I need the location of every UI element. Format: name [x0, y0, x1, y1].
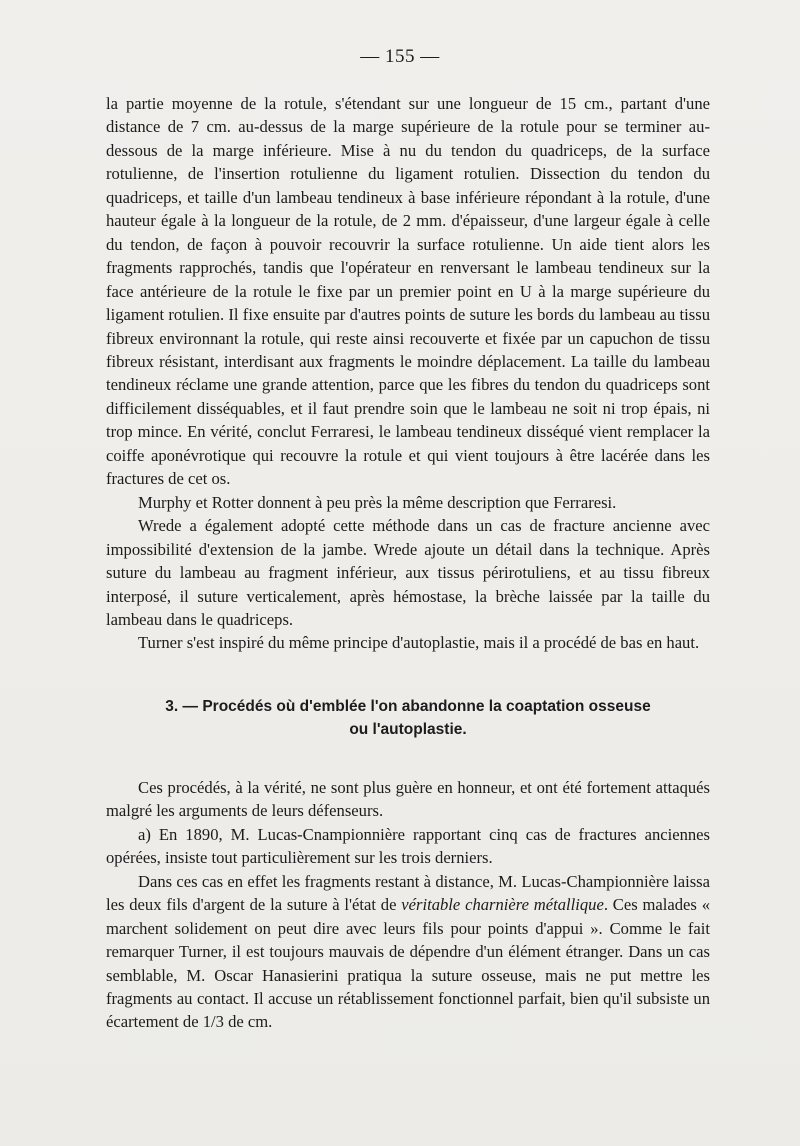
- section-heading-line-2: ou l'autoplastie.: [349, 721, 467, 739]
- paragraph-lucas-cases: [106, 870, 710, 1034]
- paragraph-lucas-cases-end: . Ces malades « marchent solidement on peut dire avec leurs fils pour points d'appui ». Comme le fait remarquer Turner, il est toujours mauvais de dépendre d'un élément étranger. Dans un cas semblable, M. Oscar Hanasierini pratiqua la suture osseuse, mais ne put mettre les fragments au contact. Il accuse un rétablissement fonctionnel parfait, bien qu'il subsiste un écartement de 1/3 de cm.: [106, 895, 710, 1032]
- page-number: — 155 —: [360, 46, 440, 67]
- paragraph-wrede: Wrede a également adopté cette méthode dans un cas de fracture ancienne avec impossibilité d'extension de la jambe. Wrede ajoute un détail dans la technique. Après suture du lambeau au fragment inférieur, aux tissus périrotuliens, et au tissu fibreux interposé, il suture verticalement, après hémostase, la brèche laissée par la taille du lambeau dans le quadriceps.: [106, 516, 710, 629]
- section-heading: [106, 695, 710, 742]
- body-text: [106, 92, 710, 1034]
- paragraph-murphy-rotter: Murphy et Rotter donnent à peu près la même description que Ferraresi.: [138, 492, 617, 512]
- paragraph-turner: Turner s'est inspiré du même principe d'autoplastie, mais il a procédé de bas en haut.: [138, 633, 700, 653]
- paragraph-procedes: Ces procédés, à la vérité, ne sont plus guère en honneur, et ont été fortement attaqués malgré les arguments de leurs défenseurs.: [106, 777, 710, 821]
- italic-phrase: véritable charnière métallique: [401, 895, 604, 915]
- section-heading-line-1: 3. — Procédés où d'emblée l'on abandonne la coaptation osseuse: [165, 697, 651, 715]
- paragraph-lucas-1890: a) En 1890, M. Lucas-Cnampionnière rapportant cinq cas de fractures anciennes opérées, insiste tout particulièrement sur les trois derniers.: [106, 824, 710, 868]
- paragraph-continuation: la partie moyenne de la rotule, s'étendant sur une longueur de 15 cm., partant d'une distance de 7 cm. au-dessus de la marge supérieure de la rotule pour se terminer au-dessous de la marge inférieure. Mise à nu du tendon du quadriceps, de la surface rotulienne, de l'insertion rotulienne du ligament rotulien. Dissection du tendon du quadriceps, et taille d'un lambeau tendineux à base inférieure répondant à la rotule, d'une hauteur égale à la longueur de la rotule, de 2 mm. d'épaisseur, d'une largeur égale à celle du tendon, de façon à pouvoir recouvrir la surface rotulienne. Un aide tient alors les fragments rapprochés, tandis que l'opérateur en renversant le lambeau tendineux sur la face antérieure de la rotule le fixe par un premier point en U à la marge supérieure du ligament rotulien. Il fixe ensuite par d'autres points de suture les bords du lambeau au tissu fibreux environnant la rotule, qui reste ainsi recouverte et fixée par un capuchon de tissu fibreux résistant, interdisant aux fragments le moindre déplacement. La taille du lambeau tendineux réclame une grande attention, parce que les fibres du tendon du quadriceps sont difficilement disséquables, et il faut prendre soin que le lambeau ne soit ni trop épais, ni trop mince. En vérité, conclut Ferraresi, le lambeau tendineux disséqué vient remplacer la coiffe aponévrotique qui recouvre la rotule et qui vient toujours à être lacérée dans les fractures de cet os.: [106, 94, 710, 489]
- paragraph-lucas-cases-start: Dans ces cas en effet les fragments restant à distance, M. Lucas-Championnière laissa les deux fils d'argent de la suture à l'état de: [106, 871, 710, 915]
